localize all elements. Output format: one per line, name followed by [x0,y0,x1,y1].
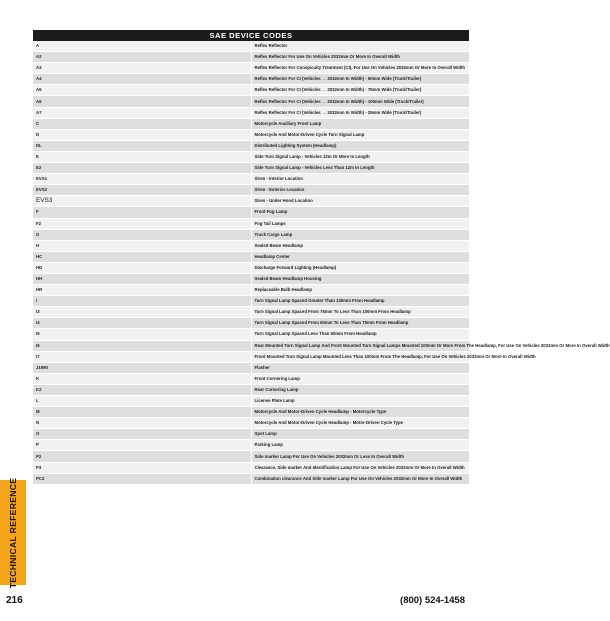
device-code-cell: I3 [33,307,251,318]
table-row [33,96,469,107]
table-row [33,373,469,384]
device-code-cell: H [33,240,251,251]
device-description-cell: Rear Cornering Lamp [251,384,469,395]
device-code-cell: HH [33,273,251,284]
device-description-cell: Reflex Reflector For CI (Vehicles → 2032mm In Width) - 75mm Wide (Truck/Trailer) [251,85,469,96]
device-description-cell: Front Fog Lamp [251,207,469,218]
device-description-cell: Distributed Lighting System (Headlamp) [251,140,469,151]
device-code-cell: EVS3 [33,196,251,207]
device-code-cell: EVS1 [33,174,251,185]
table-row [33,273,469,284]
device-description-cell: License Plate Lamp [251,396,469,407]
device-code-cell: D [33,129,251,140]
table-row [33,118,469,129]
device-code-cell: F [33,207,251,218]
device-code-cell: N [33,418,251,429]
device-code-cell: P2 [33,451,251,462]
table-row [33,262,469,273]
table-row [33,285,469,296]
table-row [33,240,469,251]
device-description-cell: Motorcycle And Motor-Driven Cycle Headlamp - Motor-Driven Cycle Type [251,418,469,429]
device-code-cell: I6 [33,340,251,351]
table-row [33,396,469,407]
device-code-cell: G [33,229,251,240]
table-row [33,52,469,63]
device-code-cell: I5 [33,329,251,340]
device-description-cell: Combination clearance And Side marker Lamp For Use On Vehicles 2032mm Or More In Overall Width [251,473,469,484]
table-row [33,384,469,395]
device-description-cell: Reflex Reflector For CI (Vehicles → 2032mm In Width) - 50mm Wide (Truck/Trailer) [251,74,469,85]
device-code-cell: DL [33,140,251,151]
device-code-cell: PC2 [33,473,251,484]
device-description-cell: Parking Lamp [251,440,469,451]
device-description-cell: Front Mounted Turn Signal Lamp Mounted Less Than 100mm From The Headlamp, For Use On Vehicles 2032mm Or More In Overall Width [251,351,469,362]
device-code-cell: O [33,429,251,440]
device-description-cell: Reflex Reflector For CI (Vehicles → 2032mm In Width) - 100mm Wide (Truck/Trailer) [251,96,469,107]
table-row [33,229,469,240]
device-code-cell: E2 [33,163,251,174]
table-row [33,307,469,318]
device-description-cell: Siren - Under Hood Location [251,196,469,207]
device-description-cell: Rear Mounted Turn Signal Lamp And Front Mounted Turn Signal Lamps Mounted 100mm Or More From The Headlamp, For Use On Vehicles 2032mm Or More In Overall Width [251,340,469,351]
table-row [33,85,469,96]
table-row [33,318,469,329]
table-row [33,351,469,362]
device-code-cell: F2 [33,218,251,229]
device-code-cell: P [33,440,251,451]
table-row [33,218,469,229]
device-code-cell: M [33,407,251,418]
device-code-cell: E [33,151,251,162]
device-code-cell: I [33,296,251,307]
device-description-cell: Truck Cargo Lamp [251,229,469,240]
device-description-cell: Headlamp Center [251,251,469,262]
device-code-cell: A4 [33,74,251,85]
table-row [33,74,469,85]
table-title: SAE DEVICE CODES [33,30,469,41]
table-row [33,440,469,451]
device-code-cell: A3 [33,63,251,74]
device-description-cell: Discharge Forward Lighting (Headlamp) [251,262,469,273]
device-code-cell: P3 [33,462,251,473]
table-row [33,174,469,185]
device-description-cell: Siren - Interior Location [251,174,469,185]
table-row [33,473,469,484]
device-code-cell: C [33,118,251,129]
device-description-cell: Sealed Beam Headlamp Housing [251,273,469,284]
device-description-cell: Side Turn Signal Lamp - Vehicles Less Than 12m In Length [251,163,469,174]
device-description-cell: Fog Tail Lamps [251,218,469,229]
device-code-cell: A6 [33,96,251,107]
device-code-cell: A [33,41,251,52]
table-row [33,140,469,151]
table-row [33,41,469,52]
device-description-cell: Side Turn Signal Lamp - Vehicles 12m Or More In Length [251,151,469,162]
device-description-cell: Side marker Lamp For Use On Vehicles 2032mm Or Less In Overall Width [251,451,469,462]
table-row [33,429,469,440]
section-tab-label: TECHNICAL REFERENCE [8,477,18,589]
device-description-cell: Motorcycle And Motor-Driven Cycle Turn Signal Lamp [251,129,469,140]
table-row [33,207,469,218]
device-code-cell: HD [33,262,251,273]
table-row [33,362,469,373]
table-row [33,185,469,196]
device-code-cell: A5 [33,85,251,96]
device-code-cell: L [33,396,251,407]
table-row [33,340,469,351]
device-description-cell: Sealed Beam Headlamp [251,240,469,251]
device-code-cell: A2 [33,52,251,63]
table-row [33,296,469,307]
table-row [33,151,469,162]
table-row [33,462,469,473]
table-header-row [33,30,469,41]
device-description-cell: Turn Signal Lamp Spaced Less Than 60mm From Headlamp [251,329,469,340]
device-code-cell: HR [33,285,251,296]
device-code-cell: I7 [33,351,251,362]
device-code-cell: I4 [33,318,251,329]
device-description-cell: Siren - Exterior Location [251,185,469,196]
device-code-cell: EVS2 [33,185,251,196]
sae-device-codes-table [33,30,610,485]
device-description-cell: Spot Lamp [251,429,469,440]
device-code-cell: A7 [33,107,251,118]
device-code-cell: J1690 [33,362,251,373]
device-description-cell: Turn Signal Lamp Spaced Greater Than 100mm From Headlamp [251,296,469,307]
table-row [33,418,469,429]
table-row [33,329,469,340]
table-row [33,251,469,262]
phone-number: (800) 524-1458 [400,595,465,606]
device-description-cell: Flasher [251,362,469,373]
table-row [33,163,469,174]
table-row [33,129,469,140]
page-number: 216 [6,595,23,606]
device-description-cell: Turn Signal Lamp Spaced From 60mm To Less Than 75mm From Headlamp [251,318,469,329]
device-description-cell: Reflex Reflector [251,41,469,52]
device-code-cell: K2 [33,384,251,395]
table-row [33,407,469,418]
device-description-cell: Reflex Reflector For Conspicuity Treatment (CI), For Use On Vehicles 2032mm Or More In Overall Width [251,63,469,74]
device-code-cell: K [33,373,251,384]
device-description-cell: Replaceable Bulb Headlamp [251,285,469,296]
device-description-cell: Turn Signal Lamp Spaced From 75mm To Less Than 100mm From Headlamp [251,307,469,318]
table-row [33,196,469,207]
table-body [33,41,610,484]
device-code-cell: HC [33,251,251,262]
device-description-cell: Motorcycle And Motor-Driven Cycle Headlamp - Motorcycle Type [251,407,469,418]
device-description-cell: Reflex Reflector For CI (Vehicles → 2032mm In Width) - 25mm Wide (Truck/Trailer) [251,107,469,118]
device-description-cell: Clearance, Side marker And Identification Lamp For Use On Vehicles 2032mm Or More In Overall Width [251,462,469,473]
table-row [33,107,469,118]
device-description-cell: Front Cornering Lamp [251,373,469,384]
device-description-cell: Reflex Reflector For Use On Vehicles 2032mm Or More In Overall Width [251,52,469,63]
table-row [33,63,469,74]
device-description-cell: Motorcycle Auxiliary Front Lamp [251,118,469,129]
table-row [33,451,469,462]
